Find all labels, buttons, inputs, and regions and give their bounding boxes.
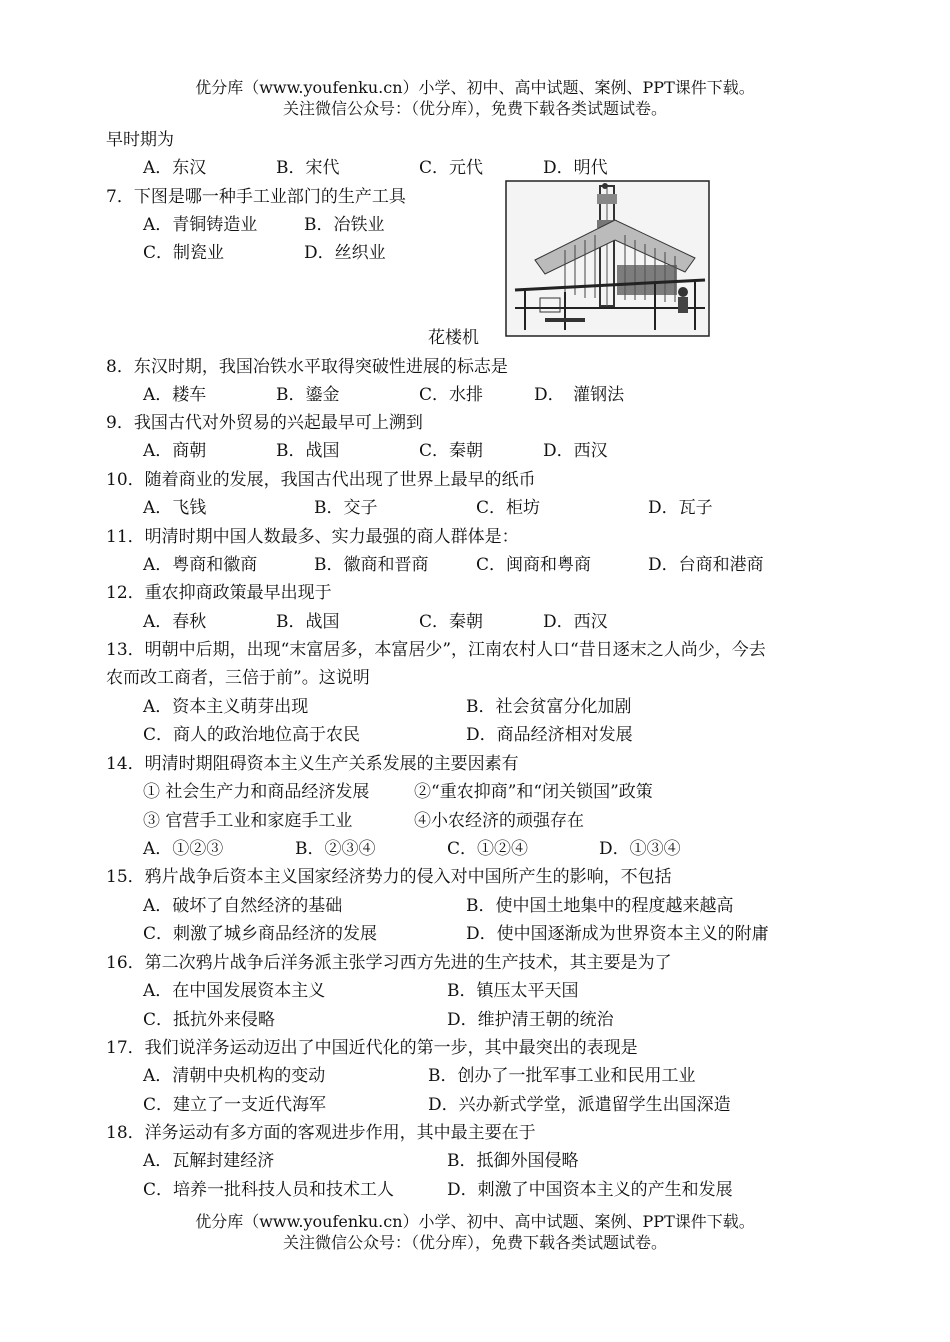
q8-option-a: A．耧车: [143, 385, 207, 405]
q17-option-d: D．兴办新式学堂，派遣留学生出国深造: [428, 1095, 731, 1115]
q12-option-c: C．秦朝: [419, 612, 484, 632]
q17-stem: 17．我们说洋务运动迈出了中国近代化的第一步，其中最突出的表现是: [106, 1038, 638, 1058]
q10-option-a: A．飞钱: [143, 498, 207, 518]
q14-item-3: ③ 官营手工业和家庭手工业: [143, 811, 353, 831]
q9-option-d: D．西汉: [543, 441, 608, 461]
q7-stem: 7．下图是哪一种手工业部门的生产工具: [106, 187, 406, 207]
q15-stem: 15．鸦片战争后资本主义国家经济势力的侵入对中国所产生的影响，不包括: [106, 867, 672, 887]
q18-option-a: A．瓦解封建经济: [143, 1151, 275, 1171]
q18-option-c: C．培养一批科技人员和技术工人: [143, 1180, 395, 1200]
q11-option-c: C．闽商和粤商: [476, 555, 592, 575]
q9-option-c: C．秦朝: [419, 441, 484, 461]
q9-option-b: B．战国: [276, 441, 340, 461]
q16-stem: 16．第二次鸦片战争后洋务派主张学习西方先进的生产技术，其主要是为了: [106, 953, 672, 973]
q8-stem: 8．东汉时期，我国冶铁水平取得突破性进展的标志是: [106, 357, 508, 377]
q11-option-b: B．徽商和晋商: [314, 555, 429, 575]
q17-option-b: B．创办了一批军事工业和民用工业: [428, 1066, 696, 1086]
q14-option-c: C．①②④: [447, 839, 529, 859]
q16-option-a: A．在中国发展资本主义: [143, 981, 326, 1001]
q10-option-c: C．柜坊: [476, 498, 541, 518]
q14-option-a: A．①②③: [143, 839, 224, 859]
q12-option-a: A．春秋: [143, 612, 207, 632]
q6-option-c: C．元代: [419, 158, 484, 178]
q13-option-c: C．商人的政治地位高于农民: [143, 725, 361, 745]
q6-option-d: D．明代: [543, 158, 608, 178]
page-footer-line1: 优分库（www.youfenku.cn）小学、初中、高中试题、案例、PPT课件下载。: [195, 1212, 755, 1231]
q6-option-a: A．东汉: [143, 158, 207, 178]
q13-option-b: B．社会贫富分化加剧: [466, 697, 632, 717]
q11-stem: 11．明清时期中国人数最多、实力最强的商人群体是：: [106, 527, 519, 547]
q7-option-c: C．制瓷业: [143, 243, 225, 263]
q12-option-d: D．西汉: [543, 612, 608, 632]
loom-illustration: [505, 180, 710, 337]
q10-option-d: D．瓦子: [648, 498, 713, 518]
loom-caption: 花楼机: [428, 328, 479, 348]
q9-stem: 9．我国古代对外贸易的兴起最早可上溯到: [106, 413, 423, 433]
q18-option-b: B．抵御外国侵略: [447, 1151, 579, 1171]
q14-option-d: D．①③④: [599, 839, 681, 859]
q9-option-a: A．商朝: [143, 441, 207, 461]
q14-item-4: ④小农经济的顽强存在: [414, 811, 584, 831]
page-header-line1: 优分库（www.youfenku.cn）小学、初中、高中试题、案例、PPT课件下载。: [195, 78, 755, 97]
q13-option-d: D．商品经济相对发展: [466, 725, 633, 745]
q13-stem-line1: 13．明朝中后期，出现“末富居多，本富居少”，江南农村人口“昔日逐末之人尚少，今去: [106, 640, 766, 660]
q6-option-b: B．宋代: [276, 158, 340, 178]
q10-option-b: B．交子: [314, 498, 378, 518]
page-footer-line2: 关注微信公众号：（优分库），免费下载各类试题试卷。: [282, 1233, 667, 1252]
q11-option-a: A．粤商和徽商: [143, 555, 258, 575]
q18-option-d: D．刺激了中国资本主义的产生和发展: [447, 1180, 733, 1200]
q15-option-a: A．破坏了自然经济的基础: [143, 896, 343, 916]
page-header-line2: 关注微信公众号：（优分库），免费下载各类试题试卷。: [282, 99, 667, 118]
q15-option-d: D．使中国逐渐成为世界资本主义的附庸: [466, 924, 769, 944]
q12-option-b: B．战国: [276, 612, 340, 632]
q15-option-b: B．使中国土地集中的程度越来越高: [466, 896, 734, 916]
q18-stem: 18．洋务运动有多方面的客观进步作用，其中最主要在于: [106, 1123, 536, 1143]
q7-option-a: A．青铜铸造业: [143, 215, 258, 235]
q11-option-d: D．台商和港商: [648, 555, 764, 575]
q10-stem: 10．随着商业的发展，我国古代出现了世界上最早的纸币: [106, 470, 536, 490]
q6-stem-tail: 早时期为: [106, 130, 174, 150]
q8-option-c: C．水排: [419, 385, 484, 405]
q16-option-b: B．镇压太平天国: [447, 981, 579, 1001]
q16-option-d: D．维护清王朝的统治: [447, 1010, 614, 1030]
q8-option-d: D． 灌钢法: [534, 385, 625, 405]
q14-item-2: ②“重农抑商”和“闭关锁国”政策: [414, 782, 653, 802]
q14-stem: 14．明清时期阻碍资本主义生产关系发展的主要因素有: [106, 754, 519, 774]
q12-stem: 12．重农抑商政策最早出现于: [106, 583, 332, 603]
q8-option-b: B．鎏金: [276, 385, 340, 405]
q13-option-a: A．资本主义萌芽出现: [143, 697, 309, 717]
q15-option-c: C．刺激了城乡商品经济的发展: [143, 924, 378, 944]
q14-item-1: ① 社会生产力和商品经济发展: [143, 782, 370, 802]
q16-option-c: C．抵抗外来侵略: [143, 1010, 276, 1030]
q14-option-b: B．②③④: [295, 839, 376, 859]
q17-option-c: C．建立了一支近代海军: [143, 1095, 327, 1115]
q7-option-b: B．冶铁业: [304, 215, 385, 235]
q13-stem-line2: 农而改工商者，三倍于前”。这说明: [106, 668, 370, 688]
q7-option-d: D．丝织业: [304, 243, 386, 263]
q17-option-a: A．清朝中央机构的变动: [143, 1066, 326, 1086]
